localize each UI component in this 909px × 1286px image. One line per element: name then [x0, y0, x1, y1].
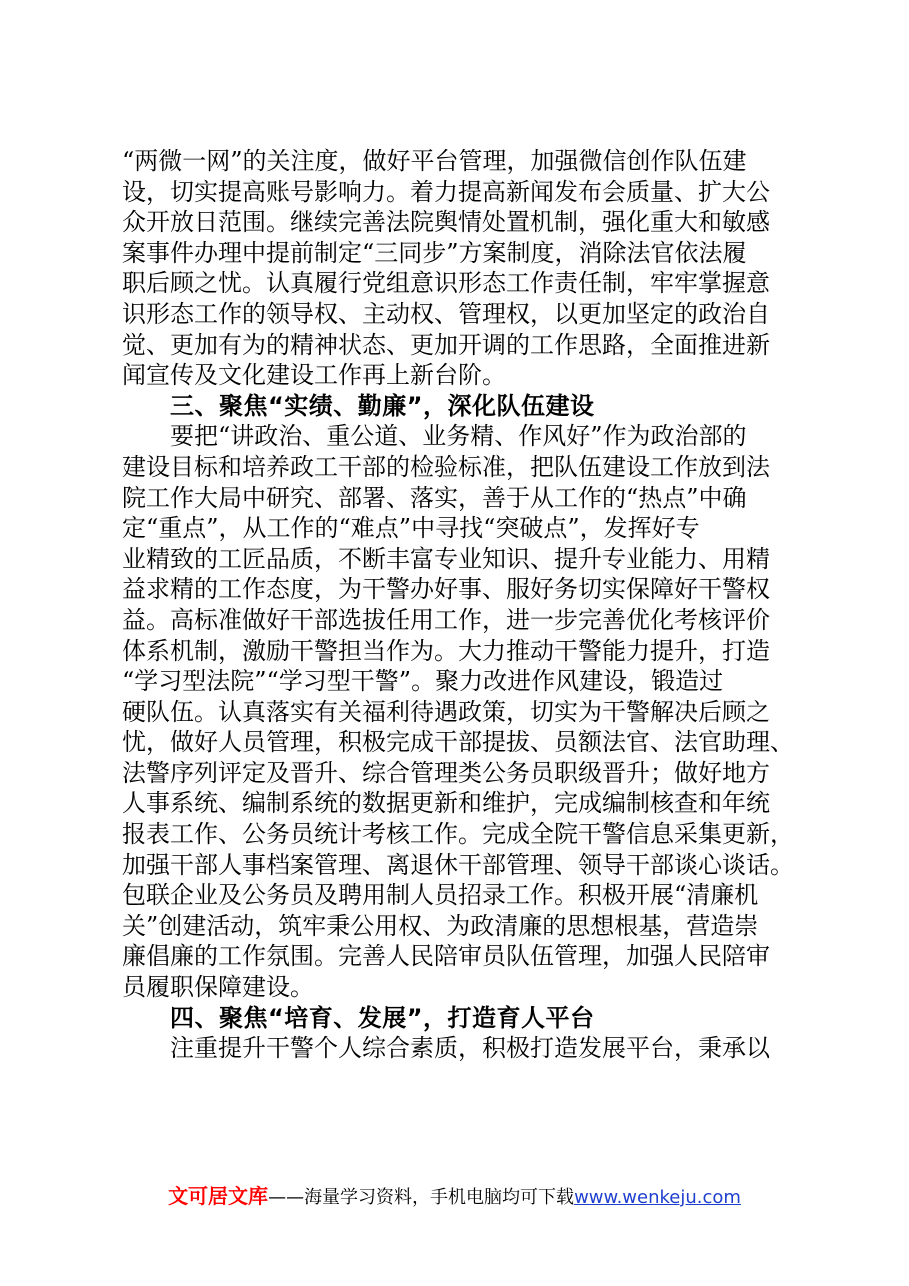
paragraph-line: 法警序列评定及晋升、综合管理类公务员职级晋升；做好地方: [122, 758, 770, 787]
footer-tagline: ——海量学习资料，手机电脑均可下载: [268, 1187, 575, 1208]
paragraph-line: 益求精的工作态度，为干警办好事、服好务切实保障好干警权: [122, 575, 770, 604]
paragraph-line: 体系机制，激励干警担当作为。大力推动干警能力提升，打造: [122, 636, 770, 665]
paragraph-line: 关”创建活动，筑牢秉公用权、为政清廉的思想根基，营造崇: [122, 911, 759, 940]
paragraph-line: 益。高标准做好干部选拔任用工作，进一步完善优化考核评价: [122, 605, 770, 634]
paragraph-line: 业精致的工匠品质，不断丰富专业知识、提升专业能力、用精: [122, 544, 770, 573]
paragraph-line: 众开放日范围。继续完善法院舆情处置机制，强化重大和敏感: [122, 208, 770, 237]
paragraph-line: 廉倡廉的工作氛围。完善人民陪审员队伍管理，加强人民陪审: [122, 942, 770, 971]
paragraph-line: 定“重点”，从工作的“难点”中寻找“突破点”，发挥好专: [122, 514, 700, 543]
paragraph-line: 员履职保障建设。: [122, 973, 314, 1002]
section-heading-3: 三、聚焦“实绩、勤廉”，深化队伍建设: [170, 391, 595, 420]
paragraph-line: 注重提升干警个人综合素质，积极打造发展平台，秉承以: [170, 1034, 770, 1063]
paragraph-line: 报表工作、公务员统计考核工作。完成全院干警信息采集更新，: [122, 820, 794, 849]
paragraph-line: 硬队伍。认真落实有关福利待遇政策，切实为干警解决后顾之: [122, 697, 770, 726]
paragraph-line: 觉、更加有为的精神状态、更加开调的工作思路，全面推进新: [122, 330, 770, 359]
document-body: [122, 146, 822, 1064]
paragraph-line: 职后顾之忧。认真履行党组意识形态工作责任制，牢牢掌握意: [122, 269, 770, 298]
paragraph-line: 识形态工作的领导权、主动权、管理权，以更加坚定的政治自: [122, 299, 770, 328]
paragraph-line: 包联企业及公务员及聘用制人员招录工作。积极开展“清廉机: [122, 881, 759, 910]
paragraph-line: 建设目标和培养政工干部的检验标准，把队伍建设工作放到法: [122, 452, 770, 481]
paragraph-line: 加强干部人事档案管理、离退休干部管理、领导干部谈心谈话。: [122, 850, 794, 879]
paragraph-line: 案事件办理中提前制定“三同步”方案制度，消除法官依法履: [122, 238, 747, 267]
footer-banner: [0, 1180, 909, 1209]
paragraph-line: “学习型法院”“学习型干警”。聚力改进作风建设，锻造过: [122, 667, 724, 696]
paragraph-line: “两微一网”的关注度，做好平台管理，加强微信创作队伍建: [122, 147, 747, 175]
website-link[interactable]: www.wenkeju.com: [574, 1187, 741, 1208]
paragraph-line: 要把“讲政治、重公道、业务精、作风好”作为政治部的: [170, 422, 747, 451]
paragraph-line: 设，切实提高账号影响力。着力提高新闻发布会质量、扩大公: [122, 177, 770, 206]
paragraph-line: 闻宣传及文化建设工作再上新台阶。: [122, 361, 506, 390]
paragraph-line: 忧，做好人员管理，积极完成干部提拔、员额法官、法官助理、: [122, 728, 794, 757]
paragraph-line: 人事系统、编制系统的数据更新和维护，完成编制核查和年统: [122, 789, 770, 818]
paragraph-line: 院工作大局中研究、部署、落实，善于从工作的“热点”中确: [122, 483, 747, 512]
brand-name: 文可居文库: [168, 1184, 269, 1208]
section-heading-4: 四、聚焦“培育、发展”，打造育人平台: [170, 1003, 595, 1032]
